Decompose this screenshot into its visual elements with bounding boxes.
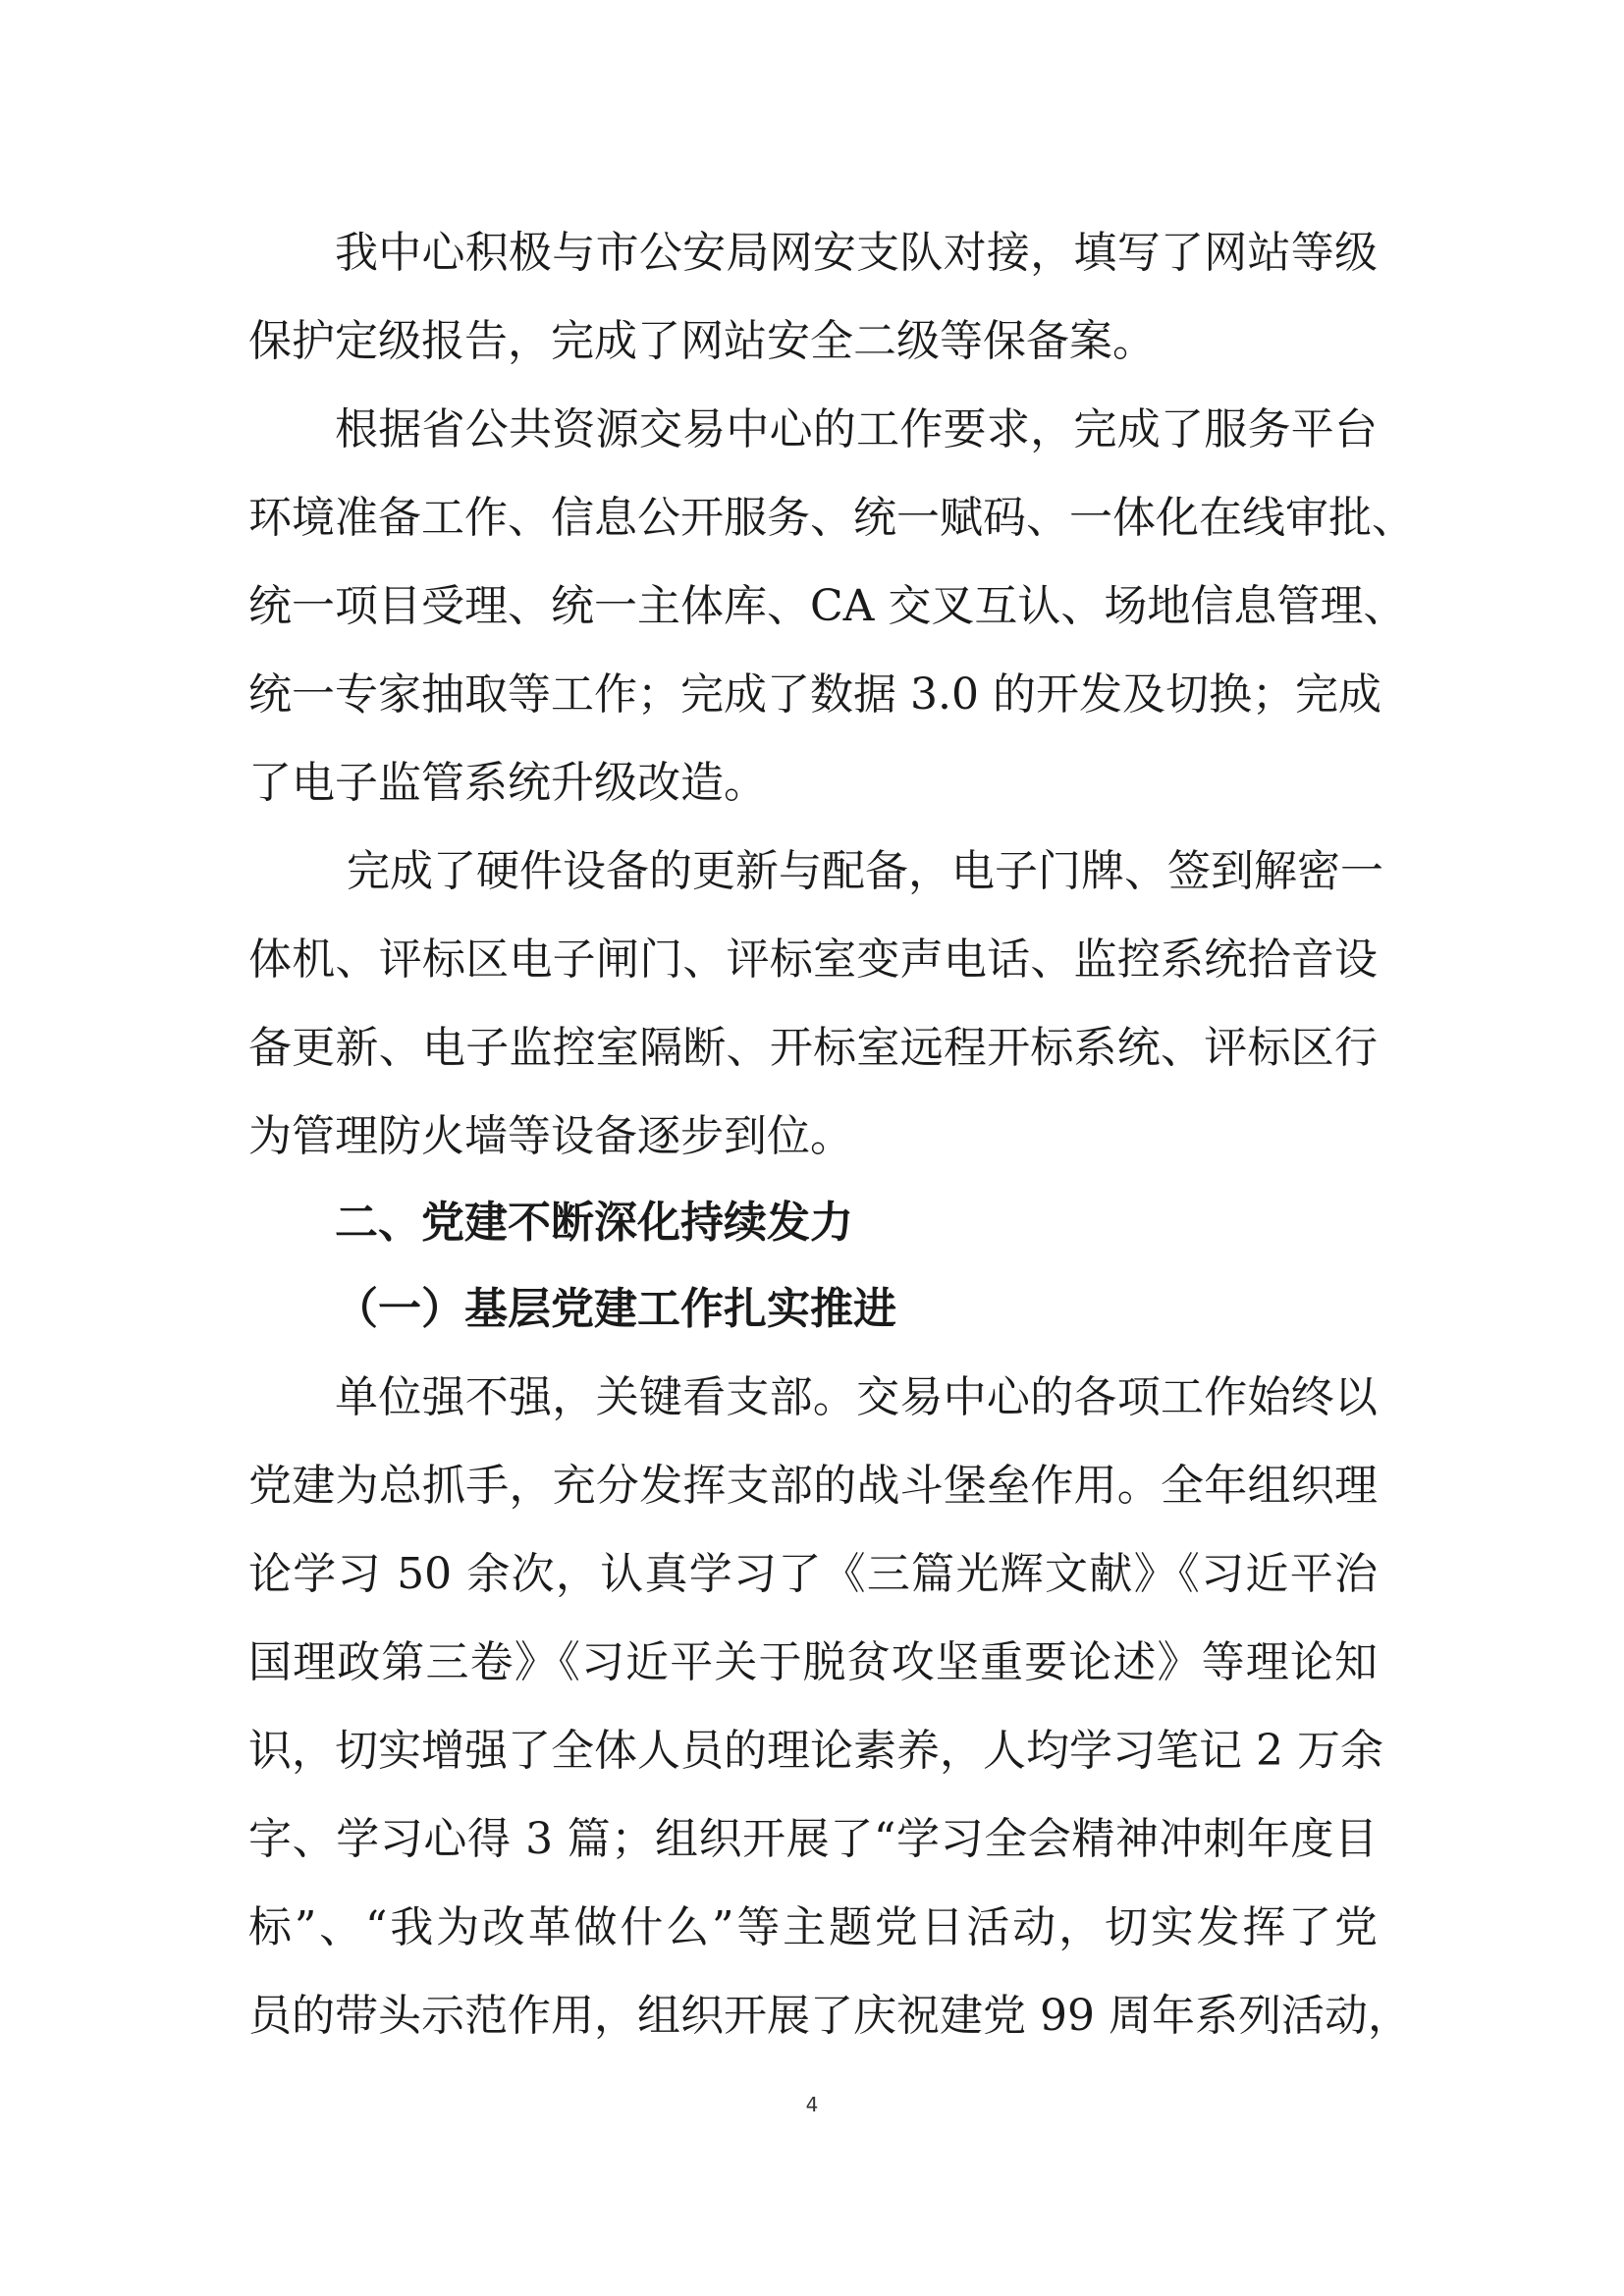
paragraph-line: 了电子监管系统升级改造。 — [248, 758, 767, 808]
paragraph-line: 单位强不强，关键看支部。交易中心的各项工作始终以 — [335, 1372, 1378, 1422]
paragraph-line: 备更新、电子监控室隔断、开标室远程开标系统、评标区行 — [248, 1023, 1378, 1073]
paragraph-line: 字、学习心得 3 篇；组织开展了“学习全会精神冲刺年度目 — [248, 1814, 1378, 1864]
paragraph-line: 统一专家抽取等工作；完成了数据 3.0 的开发及切换；完成 — [248, 669, 1381, 720]
section-heading: 二、党建不断深化持续发力 — [335, 1198, 853, 1248]
paragraph-line: 国理政第三卷》《习近平关于脱贫攻坚重要论述》等理论知 — [248, 1637, 1378, 1687]
paragraph-line: 为管理防火墙等设备逐步到位。 — [248, 1111, 853, 1161]
paragraph-line: 识，切实增强了全体人员的理论素养，人均学习笔记 2 万余 — [248, 1726, 1383, 1776]
paragraph-line: 统一项目受理、统一主体库、CA 交叉互认、场地信息管理、 — [248, 581, 1407, 631]
paragraph-line: 论学习 50 余次，认真学习了《三篇光辉文献》《习近平治 — [248, 1549, 1378, 1599]
paragraph-line: 完成了硬件设备的更新与配备，电子门牌、签到解密一 — [347, 846, 1383, 896]
paragraph-line: 党建为总抓手，充分发挥支部的战斗堡垒作用。全年组织理 — [248, 1461, 1378, 1511]
paragraph-line: 根据省公共资源交易中心的工作要求，完成了服务平台 — [335, 404, 1378, 454]
paragraph-line: 保护定级报告，完成了网站安全二级等保备案。 — [248, 316, 1156, 366]
paragraph-line: 标”、“我为改革做什么”等主题党日活动，切实发挥了党 — [248, 1902, 1378, 1952]
subsection-heading: （一）基层党建工作扎实推进 — [335, 1284, 896, 1334]
paragraph-line: 员的带头示范作用，组织开展了庆祝建党 99 周年系列活动， — [248, 1991, 1411, 2041]
paragraph-line: 环境准备工作、信息公开服务、统一赋码、一体化在线审批、 — [248, 493, 1415, 543]
paragraph-line: 我中心积极与市公安局网安支队对接，填写了网站等级 — [335, 228, 1378, 278]
page-number: 4 — [805, 2093, 819, 2116]
paragraph-line: 体机、评标区电子闸门、评标室变声电话、监控系统拾音设 — [248, 934, 1378, 985]
